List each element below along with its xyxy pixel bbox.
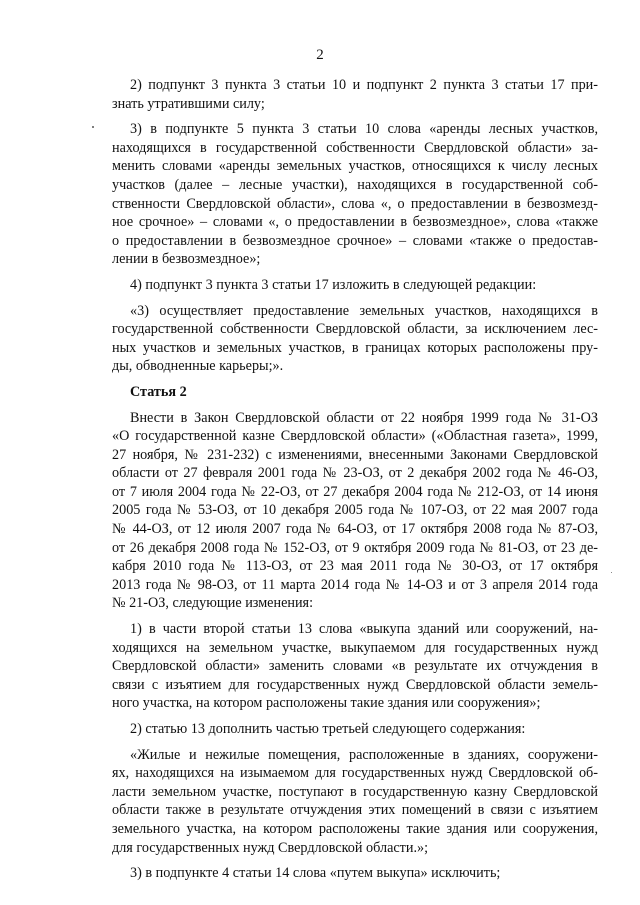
text-line: государственной собственности Свердловской области, за исключением лес- — [112, 321, 598, 338]
text-line: «Жилые и нежилые помещения, расположенные в зданиях, сооружени- — [130, 746, 598, 763]
paragraph — [112, 746, 598, 858]
document-body — [112, 76, 598, 890]
text-line: 2) подпункт 3 пункта 3 статьи 10 и подпункт 2 пункта 3 статьи 17 при- — [130, 77, 598, 93]
text-line: лении в безвозмездное»; — [112, 251, 261, 268]
text-line: ного участка, на котором расположены такие здания или сооружения»; — [112, 695, 541, 712]
page-number: 2 — [316, 47, 324, 63]
text-line: ласти земельном участке, поступают в государственную казну Свердловской — [112, 783, 598, 800]
text-line: области от 27 февраля 2001 года № 23-ОЗ, от 2 декабря 2002 года № 46-ОЗ, — [112, 465, 598, 482]
paragraph — [112, 120, 598, 269]
text-line: находящихся в государственной собственности Свердловской области» за- — [112, 139, 598, 156]
text-line: 2005 года № 53-ОЗ, от 10 декабря 2005 года № 107-ОЗ, от 22 мая 2007 года — [112, 502, 598, 519]
text-line: для государственных нужд Свердловской области.»; — [112, 839, 429, 856]
text-line: от 7 июля 2004 года № 22-ОЗ, от 27 декабря 2004 года № 212-ОЗ, от 14 июня — [112, 483, 598, 500]
text-line: ных участков и земельных участков, в границах которых расположены пру- — [112, 339, 598, 356]
paragraph — [112, 276, 598, 295]
text-line: земельного участка, на котором расположены такие здания или сооружения, — [112, 820, 598, 837]
scan-speck — [92, 126, 94, 128]
text-line: области также в результате отчуждения этих помещений в связи с изъятием — [112, 802, 598, 819]
text-line: ное срочное» – словами «, о предоставлении в безвозмездное», слова «также — [112, 214, 598, 231]
paragraph — [112, 76, 598, 113]
text-line: участков (далее – лесные участки), находящихся в государственной соб- — [112, 176, 598, 193]
text-line: № 21-ОЗ, следующие изменения: — [112, 595, 314, 612]
text-line: от 26 декабря 2008 года № 152-ОЗ, от 9 октября 2009 года № 81-ОЗ, от 23 де- — [112, 539, 598, 556]
paragraph — [112, 720, 598, 739]
text-line: ды, обводненные карьеры;». — [112, 358, 284, 375]
text-line: менить словами «аренды земельных участков, относящихся к числу лесных — [112, 158, 598, 175]
paragraph — [112, 864, 598, 883]
text-line: ях, находящихся на изымаемом для государственных нужд Свердловской об- — [112, 765, 598, 782]
paragraph — [112, 409, 598, 614]
text-line: № 44-ОЗ, от 12 июля 2007 года № 64-ОЗ, от 17 октября 2008 года № 87-ОЗ, — [112, 521, 598, 538]
scan-speck — [611, 572, 612, 573]
text-line: «3) осуществляет предоставление земельных участков, находящихся в — [130, 302, 598, 319]
text-line: связи с изъятием для государственных нужд Свердловской области земель- — [112, 676, 598, 693]
text-line: 3) в подпункте 5 пункта 3 статьи 10 слова «аренды лесных участков, — [130, 121, 598, 138]
text-line: 2013 года № 98-ОЗ, от 11 марта 2014 года № 14-ОЗ и от 3 апреля 2014 года — [112, 576, 598, 593]
text-line: «О государственной казне Свердловской области» («Областная газета», 1999, — [112, 428, 598, 445]
text-line: ственности Свердловской области», слова «, о предоставлении в безвозмезд- — [112, 195, 598, 212]
text-line: 4) подпункт 3 пункта 3 статьи 17 изложить в следующей редакции: — [130, 276, 537, 293]
text-line: 2) статью 13 дополнить частью третьей следующего содержания: — [130, 721, 526, 737]
paragraph — [112, 302, 598, 376]
text-line: 3) в подпункте 4 статьи 14 слова «путем выкупа» исключить; — [130, 865, 501, 882]
text-line: Внести в Закон Свердловской области от 22 ноября 1999 года № 31-ОЗ — [130, 409, 598, 426]
text-line: ходящихся на земельном участке, выкупаемом для государственных нужд — [112, 639, 598, 656]
text-line: кабря 2010 года № 113-ОЗ, от 23 мая 2011 года № 30-ОЗ, от 17 октября — [112, 558, 598, 575]
text-line: Свердловской области» заменить словами «в результате их отчуждения в — [112, 658, 598, 675]
text-line: 1) в части второй статьи 13 слова «выкупа зданий или сооружений, на- — [130, 621, 598, 638]
paragraph — [112, 620, 598, 713]
article-heading-text: Статья 2 — [130, 383, 187, 400]
text-line: о предоставлении в безвозмездное срочное» – словами «также о предостав- — [112, 232, 598, 249]
text-line: 27 ноября, № 231-232) с изменениями, внесенными Законами Свердловской — [112, 446, 598, 463]
text-line: знать утратившими силу; — [112, 95, 265, 112]
article-heading — [112, 383, 598, 402]
